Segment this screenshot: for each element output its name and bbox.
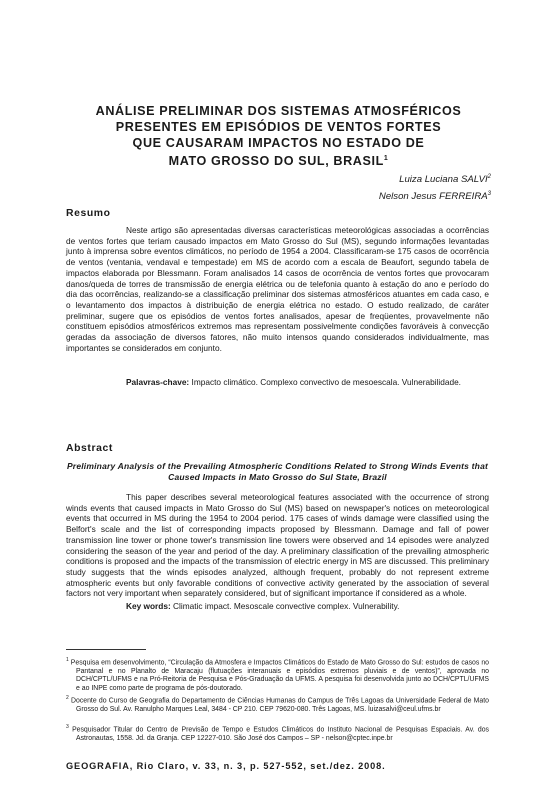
author-2-marker: 3: [487, 191, 491, 198]
footnote-1-marker: 1: [66, 657, 69, 663]
author-1-marker: 2: [487, 174, 491, 180]
author-1: [379, 170, 491, 187]
resumo-heading: Resumo: [66, 208, 111, 219]
footnote-3: [66, 723, 489, 743]
footnote-divider: [66, 649, 146, 650]
author-2: [379, 187, 491, 204]
author-1-name: Luiza Luciana SALVI: [399, 174, 488, 186]
footnote-2: [66, 694, 489, 714]
abstract-heading: Abstract: [66, 443, 113, 454]
paper-title: [66, 103, 491, 169]
title-line-4-text: MATO GROSSO DO SUL, BRASIL: [168, 154, 384, 169]
resumo-keywords-text: Impacto climático. Complexo convectivo de mesoescala. Vulnerabilidade.: [191, 377, 461, 387]
footnote-1: [66, 656, 489, 693]
title-line-1: ANÁLISE PRELIMINAR DOS SISTEMAS ATMOSFÉRICOS: [95, 104, 462, 118]
resumo-keywords-label: Palavras-chave:: [126, 377, 190, 387]
title-line-4: [66, 151, 491, 169]
footnote-1-text: Pesquisa em desenvolvimento, “Circulação da Atmosfera e Impactos Climáticos do Estado de Mato Grosso do Sul: estudos de casos no Pantanal e no Planalto de Maracaju (flutuações interanuais e episódios extremos pluviais e de ventos)”, aprovada no DCH/CPTL/UFMS e na Pró-Reitoria de Pesquisa e Pós-Graduação da UFMS. A pesquisa foi desenvolvida junto ao DCH/CPTL/UFMS e ao INPE como parte de programa de pós-doutorado.: [70, 659, 489, 692]
footnote-2-marker: 2: [66, 695, 69, 701]
abstract-keywords-label: Key words:: [126, 601, 171, 611]
author-2-name: Nelson Jesus FERREIRA: [378, 191, 488, 203]
abstract-keywords: [66, 601, 489, 612]
footnote-3-marker: 3: [66, 724, 69, 730]
abstract-keywords-text: Climatic impact. Mesoscale convective complex. Vulnerability.: [173, 601, 400, 611]
footnote-2-text: Docente do Curso de Geografia do Departamento de Ciências Humanas do Campus de Três Lagoas da Universidade Federal de Mato Grosso do Sul. Av. Ranulpho Marques Leal, 3484 - CP 210. CEP 79620-080. Três Lagoas, MS. luizasalvi@ceul.ufms.br: [71, 697, 489, 713]
journal-footer: GEOGRAFIA, Rio Claro, v. 33, n. 3, p. 527-552, set./dez. 2008.: [66, 761, 386, 771]
resumo-text: Neste artigo são apresentadas diversas características meteorológicas associadas a ocorrências de ventos fortes que teriam causado impactos em Mato Grosso do Sul (MS), segundo informações levantadas junto à imprensa sobre eventos climáticos, no período de 1954 a 2004. Classificaram-se 175 casos de ocorrência de ventos (ventania, vendaval e tempestade) em MS de acordo com a escala de Beaufort, segundo tabela de impactos elaborada por Blessmann. Foram analisados 14 casos de ocorrência de ventos fortes que provocaram danos/queda de torres de transmissão de energia elétrica ou de telefonia quanto à estação do ano e período do dia das ocorrências, realizando-se a classificação preliminar dos sistemas atmosféricos atuantes em cada caso, e o levantamento dos impactos à distribuição de energia elétrica no estado. O estudo realizado, de caráter preliminar, sugere que os episódios de ventos fortes analisados, apesar de freqüentes, provavelmente não constituem episódios atmosféricos extremos mas representam possivelmente condições favoráveis à convecção geradas da associação de diversos fatores, não muito intensos quando considerados individualmente, mas importantes se considerados em conjunto.: [66, 225, 489, 353]
title-footnote-marker: 1: [383, 155, 389, 162]
abstract-subtitle: Preliminary Analysis of the Prevailing Atmospheric Conditions Related to Strong Winds Events that Caused Impacts in Mato Grosso do Sul State, Brazil: [66, 461, 489, 482]
abstract-text: This paper describes several meteorological features associated with the occurrence of strong winds events that caused impacts in Mato Grosso do Sul (MS) based on newspaper's notices on meteorological events that occurred in MS during the 1954 to 2004 period. 175 cases of winds damage were classified using the Belfort's scale and the list of corresponding impacts proposed by Blessmann. Damage and fall of power transmission line tower or phone tower's transmission line towers were observed and 14 episodes were analyzed considering the season of the year and period of the day. A preliminary classification of the prevailing atmospheric conditions is proposed and the impacts of the transmission of electric energy in MS are discussed. This preliminary study suggests that the winds episodes analyzed, although frequent, probably do not represent extreme atmospheric events but only favorable conditions of convective activity generated by the association of several factors not very important when separately considered, but of significant importance if considered as a whole.: [66, 492, 489, 599]
resumo-keywords: [66, 377, 489, 388]
author-list: [379, 170, 491, 204]
title-line-3: QUE CAUSARAM IMPACTOS NO ESTADO DE: [132, 136, 425, 150]
title-line-2: PRESENTES EM EPISÓDIOS DE VENTOS FORTES: [115, 120, 442, 134]
footnote-3-text: Pesquisador Titular do Centro de Previsão de Tempo e Estudos Climáticos do Instituto Nacional de Pesquisas Espaciais. Av. dos Astronautas, 1558. Jd. da Granja. CEP 12227-010. São José dos Campos – SP - nelson@cptec.inpe.br: [72, 726, 489, 742]
